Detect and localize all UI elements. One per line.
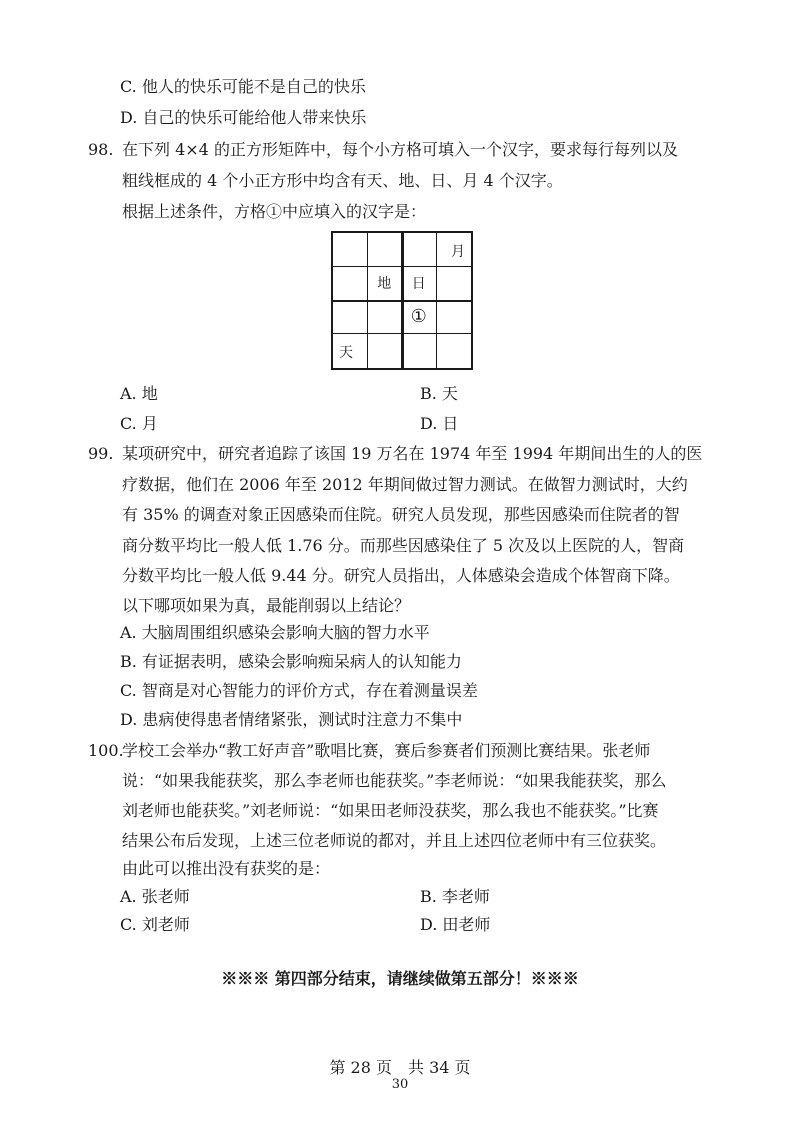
q100-option-c: C. 刘老师 <box>120 915 190 934</box>
q99-option-b: B. 有证据表明，感染会影响痴呆病人的认知能力 <box>120 652 462 671</box>
q99-line-5: 分数平均比一般人低 9.44 分。研究人员指出，人体感染会造成个体智商下降。 <box>122 566 680 585</box>
q99-option-a: A. 大脑周围组织感染会影响大脑的智力水平 <box>120 623 430 642</box>
matrix-cell: 天 <box>333 334 368 368</box>
page-footer: 第 28 页 共 34 页 <box>329 1058 471 1077</box>
matrix-cell <box>402 233 437 267</box>
page-number: 30 <box>391 1077 409 1092</box>
q100-option-d: D. 田老师 <box>420 915 491 934</box>
q98-line-1: 在下列 4×4 的正方形矩阵中，每个小方格可填入一个汉字，要求每行每列以及 <box>122 140 678 159</box>
matrix-cell <box>437 334 472 368</box>
q98-matrix <box>331 231 473 370</box>
matrix-cell <box>402 334 437 368</box>
matrix-thick-horizontal <box>333 300 471 302</box>
q98-option-b: B. 天 <box>420 384 458 403</box>
q99-option-c: C. 智商是对心智能力的评价方式，存在着测量误差 <box>120 681 478 700</box>
q98-number: 98. <box>88 140 114 159</box>
matrix-cell <box>333 301 368 335</box>
q98-option-a: A. 地 <box>120 384 158 403</box>
matrix-cell-target: ① <box>402 301 437 335</box>
matrix-cell <box>333 233 368 267</box>
q100-line-1: 学校工会举办“教工好声音”歌唱比赛，赛后参赛者们预测比赛结果。张老师 <box>122 741 651 760</box>
q100-line-5: 由此可以推出没有获奖的是： <box>122 859 331 878</box>
matrix-cell: 地 <box>368 267 403 301</box>
matrix-cell <box>368 301 403 335</box>
q100-line-4: 结果公布后发现，上述三位老师说的都对，并且上述四位老师中有三位获奖。 <box>122 831 667 850</box>
q98-line-3: 根据上述条件，方格①中应填入的汉字是： <box>122 202 427 221</box>
q99-line-4: 商分数平均比一般人低 1.76 分。而那些因感染住了 5 次及以上医院的人，智商 <box>122 536 685 555</box>
section-end-notice: ※※※ 第四部分结束，请继续做第五部分！※※※ <box>221 969 579 988</box>
q97-option-d: D. 自己的快乐可能给他人带来快乐 <box>120 108 367 127</box>
matrix-cell: 日 <box>402 267 437 301</box>
matrix-cell <box>368 233 403 267</box>
q98-line-2: 粗线框成的 4 个小正方形中均含有天、地、日、月 4 个汉字。 <box>122 171 563 190</box>
matrix-cell <box>333 267 368 301</box>
q99-line-3: 有 35% 的调查对象正因感染而住院。研究人员发现，那些因感染而住院者的智 <box>122 505 680 524</box>
q100-line-2: 说：“如果我能获奖，那么李老师也能获奖。”李老师说：“如果我能获奖，那么 <box>122 771 667 790</box>
q99-line-1: 某项研究中，研究者追踪了该国 19 万名在 1974 年至 1994 年期间出生的人的医 <box>122 444 703 463</box>
matrix-cell: 月 <box>437 233 472 267</box>
q100-line-3: 刘老师也能获奖。”刘老师说：“如果田老师没获奖，那么我也不能获奖。”比赛 <box>122 801 659 820</box>
q100-option-a: A. 张老师 <box>120 887 190 906</box>
q97-option-c: C. 他人的快乐可能不是自己的快乐 <box>120 77 366 96</box>
matrix-cell <box>368 334 403 368</box>
q98-option-c: C. 月 <box>120 414 158 433</box>
q99-line-2: 疗数据，他们在 2006 年至 2012 年期间做过智力测试。在做智力测试时，大约 <box>122 475 688 494</box>
q99-option-d: D. 患病使得患者情绪紧张，测试时注意力不集中 <box>120 710 463 729</box>
q99-number: 99. <box>88 444 114 463</box>
matrix-cell <box>437 267 472 301</box>
q98-option-d: D. 日 <box>420 414 459 433</box>
q100-number: 100. <box>88 741 124 760</box>
q100-option-b: B. 李老师 <box>420 887 490 906</box>
matrix-cell <box>437 301 472 335</box>
q99-line-6: 以下哪项如果为真，最能削弱以上结论？ <box>122 596 411 615</box>
